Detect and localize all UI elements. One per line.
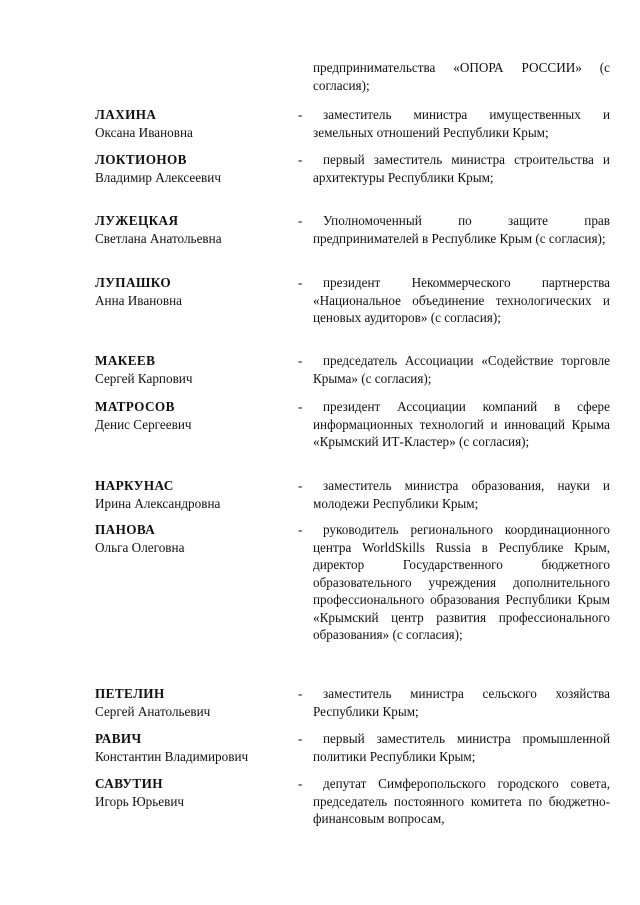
member-surname: ЛУПАШКО [95, 275, 172, 290]
member-surname: ЛАХИНА [95, 107, 157, 122]
member-surname: ЛОКТИОНОВ [95, 152, 187, 167]
dash-separator: - [298, 213, 303, 228]
member-given-name: Владимир Алексеевич [95, 169, 221, 185]
dash-separator: - [298, 275, 303, 290]
member-surname: МАТРОСОВ [95, 399, 175, 414]
member-name [95, 730, 295, 765]
dash-separator: - [298, 399, 303, 414]
member-position: заместитель министра образования, науки и молодежи Республики Крым; [313, 478, 610, 511]
member-surname: САВУТИН [95, 776, 163, 791]
member-given-name: Ирина Александровна [95, 495, 221, 511]
member-name [95, 106, 295, 141]
member-given-name: Сергей Анатольевич [95, 703, 211, 719]
dash-separator: - [298, 353, 303, 368]
member-given-name: Оксана Ивановна [95, 124, 193, 140]
member-surname: РАВИЧ [95, 731, 142, 746]
member-position: первый заместитель министра строительства и архитектуры Республики Крым; [313, 152, 610, 185]
member-name [95, 352, 295, 387]
dash-separator: - [298, 478, 303, 493]
member-position: председатель Ассоциации «Содействие торговле Крыма» (с согласия); [313, 353, 610, 386]
dash-separator: - [298, 776, 303, 791]
member-name [95, 521, 295, 556]
member-position: президент Ассоциации компаний в сфере информационных технологий и инноваций Крыма «Крымский ИТ-Кластер» (с согласия); [313, 399, 610, 449]
member-position: Уполномоченный по защите прав предпринимателей в Республике Крым (с согласия); [313, 213, 610, 246]
member-name [95, 477, 295, 512]
member-name [95, 151, 295, 186]
member-position: заместитель министра имущественных и земельных отношений Республики Крым; [313, 107, 610, 140]
member-given-name: Ольга Олеговна [95, 539, 185, 555]
member-given-name: Денис Сергеевич [95, 416, 192, 432]
member-position: президент Некоммерческого партнерства «Национальное объединение технологических и ценовых аудиторов» (с согласия); [313, 275, 610, 325]
member-surname: МАКЕЕВ [95, 353, 156, 368]
member-given-name: Константин Владимирович [95, 748, 249, 764]
member-position: первый заместитель министра промышленной политики Республики Крым; [313, 731, 610, 764]
member-given-name: Анна Ивановна [95, 292, 183, 308]
member-name [95, 212, 295, 247]
member-surname: ПАНОВА [95, 522, 156, 537]
dash-separator: - [298, 152, 303, 167]
member-name [95, 274, 295, 309]
member-name [95, 685, 295, 720]
dash-separator: - [298, 107, 303, 122]
member-name [95, 775, 295, 810]
continuation-text: предпринимательства «ОПОРА РОССИИ» (с согласия); [313, 60, 610, 93]
member-name [95, 398, 295, 433]
member-surname: НАРКУНАС [95, 478, 174, 493]
member-position: руководитель регионального координационного центра WorldSkills Russia в Республике Крым, директор Государственного бюджетного образовательного учреждения дополнительного профессионального образования Республики Крым «Крымский центр развития профессионального образования» (с согласия); [313, 522, 610, 642]
member-given-name: Игорь Юрьевич [95, 793, 185, 809]
dash-separator: - [298, 522, 303, 537]
member-surname: ЛУЖЕЦКАЯ [95, 213, 179, 228]
dash-separator: - [298, 686, 303, 701]
member-given-name: Светлана Анатольевна [95, 230, 222, 246]
dash-separator: - [298, 731, 303, 746]
member-position: заместитель министра сельского хозяйства Республики Крым; [313, 686, 610, 719]
member-given-name: Сергей Карпович [95, 370, 193, 386]
member-surname: ПЕТЕЛИН [95, 686, 165, 701]
member-position: депутат Симферопольского городского совета, председатель постоянного комитета по бюджетно-финансовым вопросам, [313, 776, 610, 826]
